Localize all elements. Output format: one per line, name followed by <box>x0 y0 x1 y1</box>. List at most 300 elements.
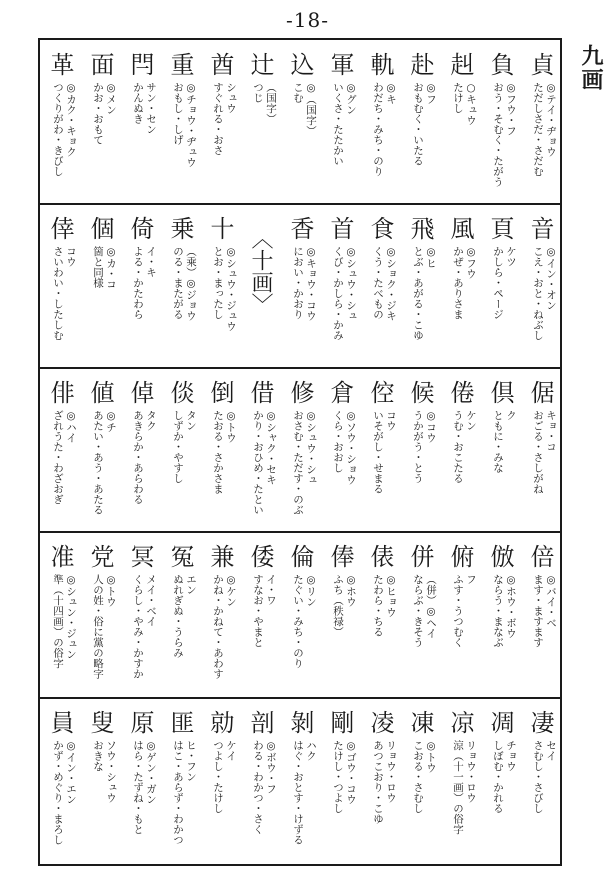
reading-line: セイ <box>545 740 557 761</box>
entry-readings <box>80 246 120 364</box>
entry-kanji: 候 <box>406 380 434 404</box>
dictionary-entry <box>200 370 240 530</box>
reading-line: ます・ますます <box>532 574 544 648</box>
entry-readings <box>160 740 200 858</box>
reading-line: うかがう・とう <box>412 410 424 484</box>
dictionary-entry <box>280 370 320 530</box>
entry-kanji: 十 <box>206 216 234 240</box>
dictionary-entry <box>440 206 480 366</box>
reading-line: ぬれぎぬ・うらみ <box>172 574 184 658</box>
dictionary-entry <box>280 42 320 202</box>
reading-line: エン <box>185 574 197 595</box>
entry-kanji: 倉 <box>326 380 354 404</box>
chapter-label: 九画 <box>578 44 604 92</box>
reading-line: おもし・しげ <box>172 82 184 145</box>
reading-line: ◎カク・キョク <box>65 82 77 157</box>
reading-line: ◎フウ <box>465 246 477 279</box>
dictionary-entry <box>400 206 440 366</box>
dictionary-entry <box>200 534 240 694</box>
entry-readings <box>240 574 280 692</box>
reading-line: つじ <box>252 82 264 103</box>
dictionary-entry <box>120 700 160 860</box>
entry-kanji: 兼 <box>206 544 234 568</box>
dictionary-entry <box>160 42 200 202</box>
row-divider <box>38 367 562 369</box>
entry-kanji: 香 <box>286 216 314 240</box>
entry-readings <box>240 410 280 528</box>
entry-kanji: 倒 <box>206 380 234 404</box>
entry-kanji: 倭 <box>246 544 274 568</box>
entry-readings <box>200 246 240 364</box>
reading-line: ◎（国字） <box>305 82 317 136</box>
entry-kanji: 剛 <box>326 710 354 734</box>
reading-line: いくさ・たたかい <box>332 82 344 166</box>
entry-row <box>40 700 560 860</box>
reading-line: こおる・さむし <box>412 740 424 814</box>
reading-line: キョ・コ <box>545 410 557 452</box>
entry-kanji: 俸 <box>326 544 354 568</box>
reading-line: ◎シュウ・シュ <box>345 246 357 321</box>
entry-readings <box>520 574 560 692</box>
entry-readings <box>200 740 240 858</box>
entry-readings <box>440 410 480 528</box>
dictionary-entry <box>480 42 520 202</box>
reading-line: ◎コウ <box>425 410 437 443</box>
dictionary-entry <box>400 534 440 694</box>
reading-line: ならう・まなぶ <box>492 574 504 648</box>
dictionary-entry <box>280 206 320 366</box>
reading-line: こむ <box>292 82 304 103</box>
entry-readings <box>40 82 80 200</box>
dictionary-entry <box>400 42 440 202</box>
entry-kanji: 叟 <box>86 710 114 734</box>
reading-line: ◎キョウ・コウ <box>305 246 317 321</box>
dictionary-entry <box>80 42 120 202</box>
dictionary-entry <box>480 700 520 860</box>
entry-readings <box>400 574 440 692</box>
entry-kanji: 冤 <box>166 544 194 568</box>
reading-line: とお・まったし <box>212 246 224 320</box>
entry-readings <box>480 246 520 364</box>
dictionary-entry <box>240 534 280 694</box>
entry-readings <box>320 82 360 200</box>
reading-line: ◎ホウ・ボウ <box>505 574 517 639</box>
reading-line: ◎ケン <box>225 574 237 607</box>
reading-line: タク <box>145 410 157 431</box>
reading-line: うむ・おこたる <box>452 410 464 484</box>
reading-line: かね・かねて・あわす <box>212 574 224 679</box>
entry-readings <box>440 82 480 200</box>
dictionary-entry <box>240 42 280 202</box>
reading-line: ◎フ <box>425 82 437 105</box>
reading-line: ◎バイ・ベ <box>545 574 557 628</box>
entry-readings <box>280 410 320 528</box>
reading-line: ◎シュウ・シュ <box>305 410 317 485</box>
entry-kanji: 軍 <box>326 52 354 76</box>
entry-kanji: 凉 <box>446 710 474 734</box>
reading-line: すなお・やまと <box>252 574 264 648</box>
reading-line: あつこおり・こゆ <box>372 740 384 824</box>
entry-readings <box>40 410 80 528</box>
entry-readings <box>240 82 280 200</box>
entry-kanji: 俳 <box>46 380 74 404</box>
entry-readings <box>480 410 520 528</box>
entry-kanji: 勍 <box>206 710 234 734</box>
dictionary-entry <box>360 206 400 366</box>
entry-readings <box>440 246 480 364</box>
reading-line: はこ・あらず・わかつ <box>172 740 184 845</box>
reading-line: こえ・おと・ねぶし <box>532 246 544 341</box>
entry-kanji: 員 <box>46 710 74 734</box>
reading-line: ◎ゴウ・コウ <box>345 740 357 805</box>
entry-kanji: 込 <box>286 52 314 76</box>
entry-readings <box>40 246 80 364</box>
reading-line: おさむ・ただす・のぶ <box>292 410 304 515</box>
reading-line: 涼（十一画）の俗字 <box>452 740 464 835</box>
entry-readings <box>480 740 520 858</box>
reading-line: ○キュウ <box>465 82 477 126</box>
reading-line: ケン <box>465 410 477 431</box>
entry-kanji: 借 <box>246 380 274 404</box>
reading-line: イ・キ <box>145 246 157 278</box>
entry-kanji: 俯 <box>446 544 474 568</box>
dictionary-entry <box>440 700 480 860</box>
reading-line: メイ・ベイ <box>145 574 157 627</box>
page-number: -18- <box>286 8 329 32</box>
entry-row <box>40 534 560 694</box>
entry-readings <box>200 82 240 200</box>
dictionary-entry <box>160 534 200 694</box>
reading-line: （併）◎ヘイ <box>425 574 437 639</box>
dictionary-entry <box>520 700 560 860</box>
dictionary-entry <box>440 370 480 530</box>
reading-line: におい・かおり <box>292 246 304 320</box>
entry-readings <box>280 82 320 200</box>
reading-line: あたい・あう・あたる <box>92 410 104 515</box>
reading-line: ふす・うつむく <box>452 574 464 648</box>
reading-line: シュウ <box>225 82 237 114</box>
entry-readings <box>120 410 160 528</box>
reading-line: かぜ・ありさま <box>452 246 464 320</box>
reading-line: ◎ボウ・フ <box>265 740 277 794</box>
dictionary-entry <box>160 700 200 860</box>
reading-line: ◎ソウ・ショウ <box>345 410 357 485</box>
dictionary-entry <box>480 206 520 366</box>
dictionary-entry <box>400 370 440 530</box>
entry-readings <box>120 574 160 692</box>
entry-readings <box>80 574 120 692</box>
reading-line: ふち（秩禄） <box>332 574 344 637</box>
entry-readings <box>400 246 440 364</box>
dictionary-entry <box>80 700 120 860</box>
reading-line: さむし・さびし <box>532 740 544 814</box>
reading-line: ならぶ・きそう <box>412 574 424 648</box>
entry-kanji: 倶 <box>486 380 514 404</box>
entry-readings <box>440 574 480 692</box>
reading-line: かず・めぐり・まろし <box>52 740 64 845</box>
entry-kanji: 辻 <box>246 52 274 76</box>
entry-kanji: 倥 <box>366 380 394 404</box>
reading-line: たおる・さかさま <box>212 410 224 494</box>
entry-kanji: 原 <box>126 710 154 734</box>
reading-line: ヒ・フン <box>185 740 197 782</box>
reading-line: サン・セン <box>145 82 157 135</box>
reading-line: のる・またがる <box>172 246 184 320</box>
dictionary-entry <box>40 370 80 530</box>
entry-kanji: 風 <box>446 216 474 240</box>
reading-line: おもむく・いたる <box>412 82 424 166</box>
entry-readings <box>120 82 160 200</box>
entry-readings <box>280 574 320 692</box>
dictionary-entry <box>520 206 560 366</box>
reading-line: ◎イン・エン <box>65 740 77 805</box>
reading-line: ◎トウ <box>225 410 237 443</box>
reading-line: たわら・ちる <box>372 574 384 637</box>
reading-line: ◎キ <box>385 82 397 105</box>
entry-kanji: 負 <box>486 52 514 76</box>
entry-readings <box>360 740 400 858</box>
entry-readings <box>160 410 200 528</box>
dictionary-entry <box>520 42 560 202</box>
entry-readings <box>480 574 520 692</box>
reading-line: ◎テイ・ヂョウ <box>545 82 557 157</box>
reading-line: ◎カ・コ <box>105 246 117 290</box>
dictionary-entry <box>440 42 480 202</box>
entry-readings <box>400 740 440 858</box>
entry-readings <box>40 574 80 692</box>
reading-line: つくりがわ・きびし <box>52 82 64 177</box>
entry-readings <box>400 82 440 200</box>
dictionary-entry <box>360 42 400 202</box>
dictionary-entry <box>40 534 80 694</box>
entry-kanji: 併 <box>406 544 434 568</box>
reading-line: ただしさだ・さだむ <box>532 82 544 177</box>
dictionary-entry <box>320 42 360 202</box>
dictionary-entry <box>440 534 480 694</box>
entry-kanji: 食 <box>366 216 394 240</box>
dictionary-entry <box>400 700 440 860</box>
reading-line: いそがし・せまる <box>372 410 384 494</box>
reading-line: ◎ホウ <box>345 574 357 607</box>
entry-kanji: 凄 <box>526 710 554 734</box>
entry-kanji: 赳 <box>446 52 474 76</box>
entry-readings <box>320 410 360 528</box>
reading-line: しぼむ・かれる <box>492 740 504 814</box>
reading-line: （国字） <box>265 82 277 124</box>
reading-line: たぐい・みち・のり <box>292 574 304 669</box>
dictionary-entry <box>320 534 360 694</box>
entry-kanji: 倬 <box>126 380 154 404</box>
dictionary-entry <box>200 42 240 202</box>
entry-kanji: 凌 <box>366 710 394 734</box>
entry-readings <box>280 740 320 858</box>
entry-kanji: 倣 <box>486 544 514 568</box>
reading-line: たけし <box>452 82 464 114</box>
entry-readings <box>440 740 480 858</box>
reading-line: ◎フウ・フ <box>505 82 517 136</box>
dictionary-entry <box>320 700 360 860</box>
reading-line: コウ <box>65 246 77 267</box>
dictionary-entry <box>360 700 400 860</box>
dictionary-entry <box>80 370 120 530</box>
reading-line: おごる・さしがね <box>532 410 544 494</box>
reading-line: 準（十四画）の俗字 <box>52 574 64 669</box>
reading-line: たけし・つよし <box>332 740 344 814</box>
reading-line: ◎ヒョウ <box>385 574 397 618</box>
entry-row <box>40 206 560 366</box>
dictionary-entry <box>520 370 560 530</box>
entry-readings <box>320 574 360 692</box>
reading-line: ◎チョウ・ヂュウ <box>185 82 197 168</box>
reading-line: おう・そむく・たがう <box>492 82 504 187</box>
entry-kanji: 倓 <box>166 380 194 404</box>
reading-line: しずか・やすし <box>172 410 184 484</box>
entry-kanji: 剝 <box>286 710 314 734</box>
dictionary-entry <box>360 534 400 694</box>
entry-readings <box>160 82 200 200</box>
reading-line: つよし・たけし <box>212 740 224 814</box>
entry-readings <box>360 574 400 692</box>
reading-line: ク <box>505 410 517 421</box>
entry-readings <box>200 574 240 692</box>
entry-readings <box>160 574 200 692</box>
reading-line: くう・たべもの <box>372 246 384 320</box>
entry-kanji: 面 <box>86 52 114 76</box>
entry-kanji: 准 <box>46 544 74 568</box>
entry-kanji: 匪 <box>166 710 194 734</box>
reading-line: ざれうた・わざおぎ <box>52 410 64 505</box>
dictionary-entry <box>320 206 360 366</box>
dictionary-entry <box>360 370 400 530</box>
reading-line: かお・おもて <box>92 82 104 145</box>
entry-readings <box>80 740 120 858</box>
dictionary-entry <box>160 370 200 530</box>
entry-readings <box>360 82 400 200</box>
section-label: 〈十画〉 <box>248 227 273 315</box>
reading-line: 人の姓・俗に黨の略字 <box>92 574 104 679</box>
dictionary-entry <box>40 206 80 366</box>
dictionary-entry <box>160 206 200 366</box>
dictionary-entry <box>280 700 320 860</box>
entry-readings <box>40 740 80 858</box>
entry-readings <box>320 246 360 364</box>
entry-kanji: 頁 <box>486 216 514 240</box>
entry-readings <box>360 246 400 364</box>
reading-line: くら・おおし <box>332 410 344 473</box>
entry-readings <box>360 410 400 528</box>
dictionary-entry <box>480 534 520 694</box>
entry-kanji: 冥 <box>126 544 154 568</box>
entry-readings <box>320 740 360 858</box>
reading-line: ◎トウ <box>425 740 437 773</box>
reading-line: おきな <box>92 740 104 772</box>
reading-line: とぶ・あがる・こゆ <box>412 246 424 341</box>
entry-kanji: 首 <box>326 216 354 240</box>
entry-kanji: 重 <box>166 52 194 76</box>
entry-kanji: 軌 <box>366 52 394 76</box>
reading-line: さいわい・したしむ <box>52 246 64 341</box>
entry-kanji: 乗 <box>166 216 194 240</box>
entry-readings <box>200 410 240 528</box>
dictionary-entry <box>520 534 560 694</box>
dictionary-entry <box>480 370 520 530</box>
entry-kanji: 修 <box>286 380 314 404</box>
reading-line: わる・わかつ・さく <box>252 740 264 835</box>
reading-line: ◎グン <box>345 82 357 115</box>
entry-kanji: 倖 <box>46 216 74 240</box>
entry-readings <box>80 82 120 200</box>
entry-readings <box>80 410 120 528</box>
reading-line: よる・かたわら <box>132 246 144 320</box>
entry-readings <box>120 740 160 858</box>
reading-line: かしら・ページ <box>492 246 504 320</box>
reading-line: かんぬき <box>132 82 144 124</box>
reading-line: リョウ・ロウ <box>465 740 477 803</box>
entry-kanji: 音 <box>526 216 554 240</box>
entry-row <box>40 370 560 530</box>
reading-line: ◎イン・オン <box>545 246 557 311</box>
entry-kanji: 値 <box>86 380 114 404</box>
dictionary-entry <box>240 370 280 530</box>
entry-kanji: 倚 <box>126 216 154 240</box>
reading-line: わだち・みち・のり <box>372 82 384 177</box>
reading-line: ◎トウ <box>105 574 117 607</box>
reading-line: イ・ワ <box>265 574 277 606</box>
entry-readings <box>480 82 520 200</box>
reading-line: くび・かしら・かみ <box>332 246 344 341</box>
dictionary-entry <box>120 370 160 530</box>
reading-line: ◎ヒ <box>425 246 437 269</box>
entry-readings <box>120 246 160 364</box>
entry-row <box>40 42 560 202</box>
dictionary-entry <box>120 42 160 202</box>
row-divider <box>38 531 562 533</box>
reading-line: （乘）◎ジョウ <box>185 246 197 321</box>
reading-line: ハク <box>305 740 317 761</box>
reading-line: ◎シャク・セキ <box>265 410 277 485</box>
entry-readings <box>520 82 560 200</box>
reading-line: タン <box>185 410 197 431</box>
reading-line: ◎ショク・ジキ <box>385 246 397 321</box>
dictionary-entry <box>80 206 120 366</box>
reading-line: 箇と同様 <box>92 246 104 288</box>
reading-line: リョウ・ロウ <box>385 740 397 803</box>
reading-line: はぐ・おとす・けずる <box>292 740 304 845</box>
reading-line: ともに・みな <box>492 410 504 473</box>
dictionary-entry <box>40 700 80 860</box>
dictionary-entry <box>120 534 160 694</box>
entry-kanji: 倍 <box>526 544 554 568</box>
entry-kanji: 赴 <box>406 52 434 76</box>
entry-kanji: 党 <box>86 544 114 568</box>
entry-kanji: 凋 <box>486 710 514 734</box>
dictionary-entry <box>280 534 320 694</box>
reading-line: かり・おひめ・たとい <box>252 410 264 515</box>
entry-kanji: 貞 <box>526 52 554 76</box>
entry-readings <box>520 410 560 528</box>
reading-line: フ <box>465 574 477 585</box>
row-divider <box>38 203 562 205</box>
entry-kanji: 革 <box>46 52 74 76</box>
entry-readings <box>160 246 200 364</box>
reading-line: ◎シュン・ジュン <box>65 574 77 660</box>
dictionary-entry <box>320 370 360 530</box>
reading-line: くらし・やみ・かすか <box>132 574 144 679</box>
entry-readings <box>520 740 560 858</box>
dictionary-entry <box>200 700 240 860</box>
reading-line: ◎ハイ <box>65 410 77 443</box>
reading-line: あきらか・あらわる <box>132 410 144 505</box>
